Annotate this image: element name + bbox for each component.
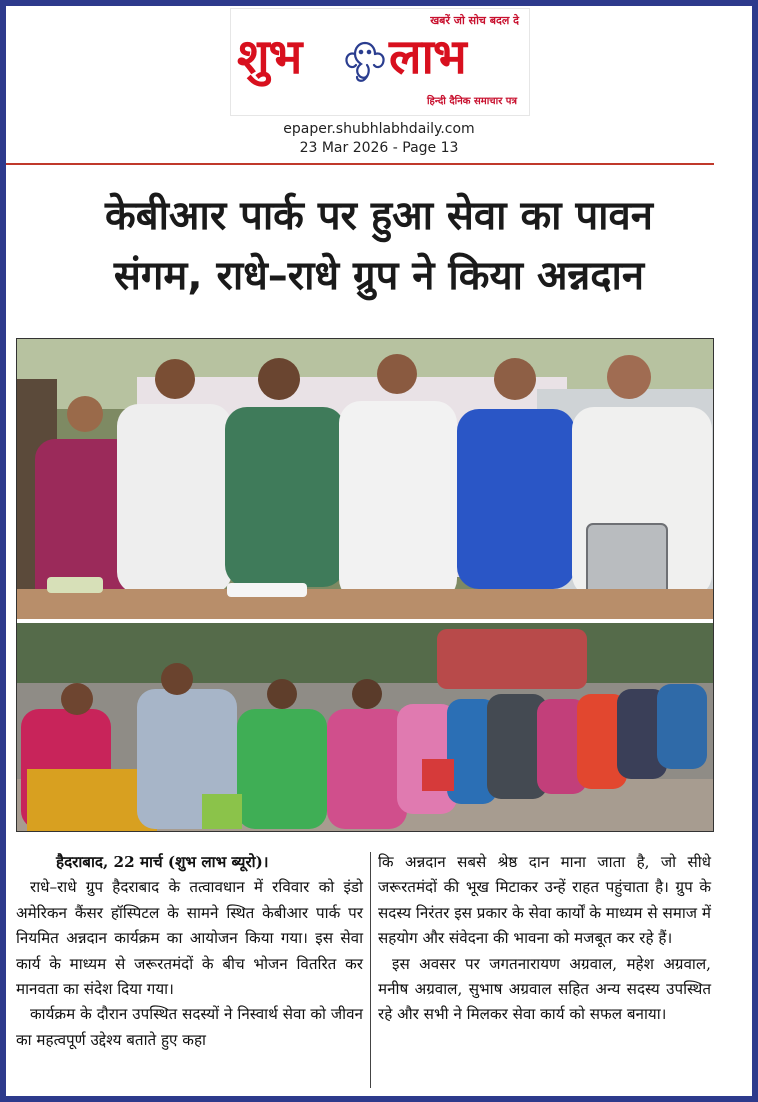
headline-line-2: संगम, राधे–राधे ग्रुप ने किया अन्नदान [113, 253, 645, 299]
source-info [6, 120, 752, 158]
photo-group-volunteers [17, 339, 713, 619]
article-photo [16, 338, 714, 832]
column-divider [370, 852, 371, 1088]
edition-date-page: 23 Mar 2026 - Page 13 [299, 140, 459, 156]
article-column-2 [378, 850, 711, 1028]
headline-line-1: केबीआर पार्क पर हुआ सेवा का पावन [105, 193, 653, 239]
article-paragraph: कार्यक्रम के दौरान उपस्थित सदस्यों ने निस्वार्थ सेवा को जीवन का महत्वपूर्ण उद्देश्य बताते हुए कहा [16, 1005, 363, 1049]
header-divider [6, 163, 714, 165]
logo-word-labh: लाभ [389, 29, 466, 85]
masthead-subtitle: हिन्दी दैनिक समाचार पत्र [426, 96, 517, 107]
photo-food-distribution [17, 623, 713, 831]
newspaper-masthead [230, 8, 530, 116]
source-url[interactable]: epaper.shubhlabhdaily.com [283, 121, 475, 137]
serving-table [17, 589, 713, 619]
ganesha-logo-icon [341, 37, 389, 87]
article-paragraph: कि अन्नदान सबसे श्रेष्ठ दान माना जाता है, जो सीधे जरूरतमंदों की भूख मिटाकर उन्हें राहत पहुंचाता है। ग्रुप के सदस्य निरंतर इस प्रकार के सेवा कार्यों के माध्यम से समाज में सहयोग और संवेदना की भावना को मजबूत कर रहे हैं। [378, 853, 711, 948]
article-paragraph: राधे–राधे ग्रुप हैदराबाद के तत्वावधान में रविवार को इंडो अमेरिकन कैंसर हॉस्पिटल के सामने स्थित केबीआर पार्क पर नियमित अन्नदान कार्यक्रम का आयोजन किया गया। इस सेवा कार्य के माध्यम से जरूरतमंदों के बीच भोजन वितरित कर मानवता का संदेश दिया गया। [16, 878, 363, 999]
article-dateline: हैदराबाद, 22 मार्च (शुभ लाभ ब्यूरो)। [56, 853, 269, 871]
masthead-tagline: खबरें जो सोच बदल दे [430, 14, 519, 27]
article-column-1 [16, 850, 363, 1053]
article-headline [6, 186, 752, 306]
epaper-page [6, 6, 752, 1096]
photo-collage [17, 339, 713, 831]
article-paragraph: इस अवसर पर जगतनारायण अग्रवाल, महेश अग्रवाल, मनीष अग्रवाल, सुभाष अग्रवाल सहित अन्य सदस्य उपस्थित रहे और सभी ने मिलकर सेवा कार्य को सफल बनाया। [378, 954, 711, 1024]
logo-word-shubh: शुभ [237, 29, 302, 85]
